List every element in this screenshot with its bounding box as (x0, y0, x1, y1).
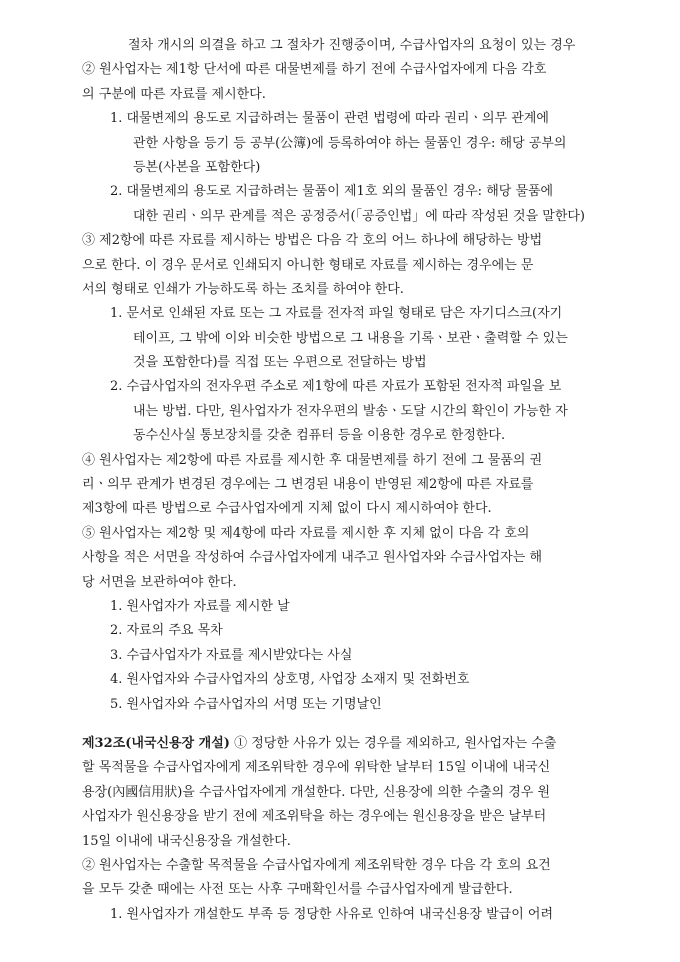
list-item: 2. 수급사업자의 전자우편 주소로 제1항에 따른 자료가 포함된 전자적 파일을 보 (110, 379, 562, 395)
paragraph-3-line: ③ 제2항에 따른 자료를 제시하는 방법은 다음 각 호의 어느 하나에 해당하는 방법 (82, 233, 543, 249)
article-32-line: 15일 이내에 내국신용장을 개설한다. (82, 833, 291, 849)
list-item-continuation: 대한 권리ㆍ의무 관계를 적은 공정증서(「공증인법」에 따라 작성된 것을 말한다) (133, 208, 586, 224)
paragraph-3-line: 으로 한다. 이 경우 문서로 인쇄되지 아니한 형태로 자료를 제시하는 경우에는 문 (82, 257, 534, 273)
list-item: 3. 수급사업자가 자료를 제시받았다는 사실 (110, 647, 353, 663)
article-32-line: 사업자가 원신용장을 받기 전에 제조위탁을 하는 경우에는 원신용장을 받은 날부터 (82, 809, 547, 825)
section-spacer (82, 717, 598, 732)
article-32-para-2-line: 을 모두 갖춘 때에는 사전 또는 사후 구매확인서를 수급사업자에게 발급한다. (82, 882, 513, 898)
list-item-continuation: 테이프, 그 밖에 이와 비슷한 방법으로 그 내용을 기록ㆍ보관ㆍ출력할 수 있는 (133, 330, 568, 346)
article-text: ① 정당한 사유가 있는 경우를 제외하고, 원사업자는 수출 (229, 735, 557, 751)
paragraph-continuation: 절차 개시의 의결을 하고 그 절차가 진행중이며, 수급사업자의 요청이 있는 경우 (128, 38, 576, 53)
paragraph-4-line: 제3항에 따른 방법으로 수급사업자에게 지체 없이 다시 제시하여야 한다. (82, 501, 492, 517)
list-item-continuation: 것을 포함한다)를 직접 또는 우편으로 전달하는 방법 (133, 355, 427, 371)
list-item: 5. 원사업자와 수급사업자의 서명 또는 기명날인 (110, 696, 382, 712)
list-item-continuation: 관한 사항을 등기 등 공부(公簿)에 등록하여야 하는 물품인 경우: 해당 공부의 (133, 135, 567, 151)
list-item: 1. 원사업자가 자료를 제시한 날 (110, 598, 290, 614)
list-item-continuation: 내는 방법. 다만, 원사업자가 전자우편의 발송ㆍ도달 시간의 확인이 가능한 자 (133, 403, 568, 419)
article-32-para-2-line: ② 원사업자는 수출할 목적물을 수급사업자에게 제조위탁한 경우 다음 각 호의 요건 (82, 857, 551, 873)
list-item-continuation: 동수신사실 통보장치를 갖춘 컴퓨터 등을 이용한 경우로 한정한다. (133, 428, 506, 444)
paragraph-5-line: 사항을 적은 서면을 작성하여 수급사업자에게 내주고 원사업자와 수급사업자는 해 (82, 550, 543, 566)
article-32-first-line (82, 732, 598, 756)
paragraph-2-line: ② 원사업자는 제1항 단서에 따른 대물변제를 하기 전에 수급사업자에게 다음 각호 (82, 62, 547, 78)
paragraph-5-line: 당 서면을 보관하여야 한다. (82, 574, 237, 590)
list-item: 2. 자료의 주요 목차 (110, 623, 223, 639)
list-item: 1. 대물변제의 용도로 지급하려는 물품이 관련 법령에 따라 권리ㆍ의무 관계에 (110, 111, 549, 127)
list-item: 1. 원사업자가 개설한도 부족 등 정당한 사유로 인하여 내국신용장 발급이 어려 (110, 906, 554, 922)
paragraph-5-line: ⑤ 원사업자는 제2항 및 제4항에 따라 자료를 제시한 후 지체 없이 다음 각 호의 (82, 525, 530, 541)
paragraph-2-line: 의 구분에 따른 자료를 제시한다. (82, 86, 266, 102)
article-heading: 제32조(내국신용장 개설) (82, 735, 230, 751)
paragraph-4-line: ④ 원사업자는 제2항에 따른 자료를 제시한 후 대물변제를 하기 전에 그 물품의 권 (82, 452, 543, 468)
paragraph-4-line: 리ㆍ의무 관계가 변경된 경우에는 그 변경된 내용이 반영된 제2항에 따른 자료를 (82, 477, 534, 493)
article-32-line: 용장(內國信用狀)을 수급사업자에게 개설한다. 다만, 신용장에 의한 수출의 경우 원 (82, 784, 551, 800)
list-item: 2. 대물변제의 용도로 지급하려는 물품이 제1호 외의 물품인 경우: 해당 물품에 (110, 184, 554, 200)
article-32-line: 할 목적물을 수급사업자에게 제조위탁한 경우에 위탁한 날부터 15일 이내에 내국신 (82, 760, 551, 776)
list-item: 1. 문서로 인쇄된 자료 또는 그 자료를 전자적 파일 형태로 담은 자기디스크(자기 (110, 306, 563, 322)
paragraph-3-line: 서의 형태로 인쇄가 가능하도록 하는 조치를 하여야 한다. (82, 281, 404, 297)
list-item: 4. 원사업자와 수급사업자의 상호명, 사업장 소재지 및 전화번호 (110, 672, 470, 688)
list-item-continuation: 등본(사본을 포함한다) (133, 159, 261, 175)
